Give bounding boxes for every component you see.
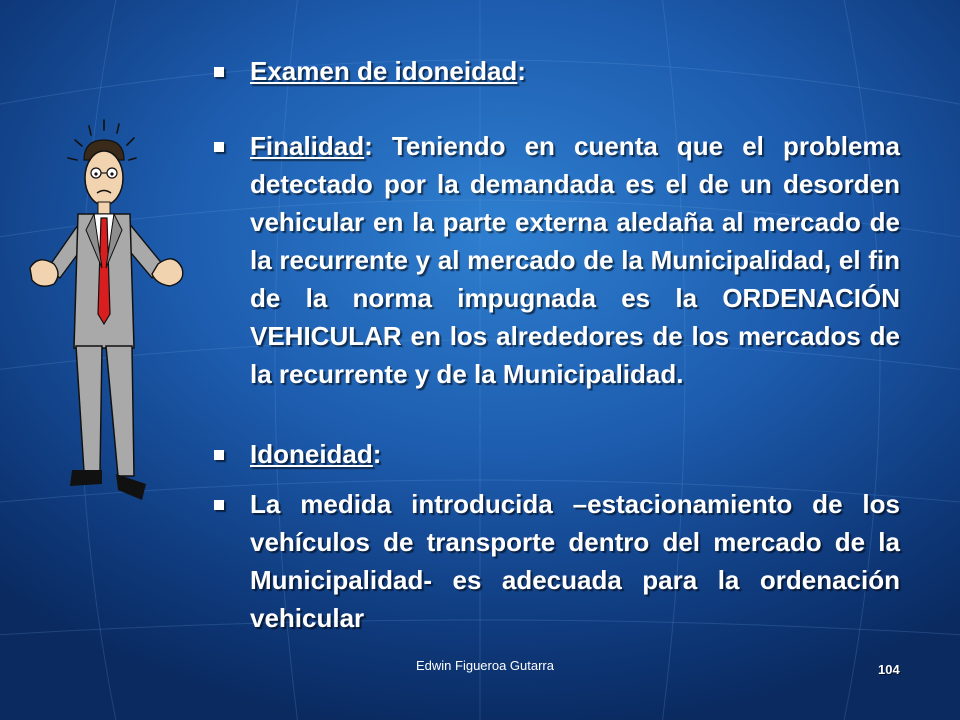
square-bullet-icon [214,450,224,460]
finalidad-text: : Teniendo en cuenta que el problema detectado por la demandada es el de un desorden vehicular en la parte externa aledaña al mercado de la recurrente y al mercado de la Municipalidad, el fin de la norma impugnada es la ORDENACIÓN VEHICULAR en los alrededores de los mercados de la recurrente y de la Municipalidad. [250,131,900,389]
square-bullet-icon [214,500,224,510]
square-bullet-icon [214,67,224,77]
page-number: 104 [878,662,900,677]
footer-author: Edwin Figueroa Gutarra [415,658,554,673]
bullet-idoneidad: Idoneidad: [212,435,900,473]
bullet-medida [212,485,900,637]
bullet-examen-idoneidad: Examen de idoneidad: [212,52,900,90]
heading-examen-idoneidad: Examen de idoneidad [250,56,518,86]
square-bullet-icon [214,142,224,152]
medida-text: La medida introducida –estacionamiento de los vehículos de transporte dentro del mercado de la Municipalidad- es adecuada para la ordenación vehicular [250,489,900,633]
label-finalidad: Finalidad [250,131,365,161]
confused-man-illustration [18,118,198,518]
bullet-finalidad [212,127,900,393]
slide-content [212,52,900,637]
heading-idoneidad: Idoneidad [250,439,373,469]
